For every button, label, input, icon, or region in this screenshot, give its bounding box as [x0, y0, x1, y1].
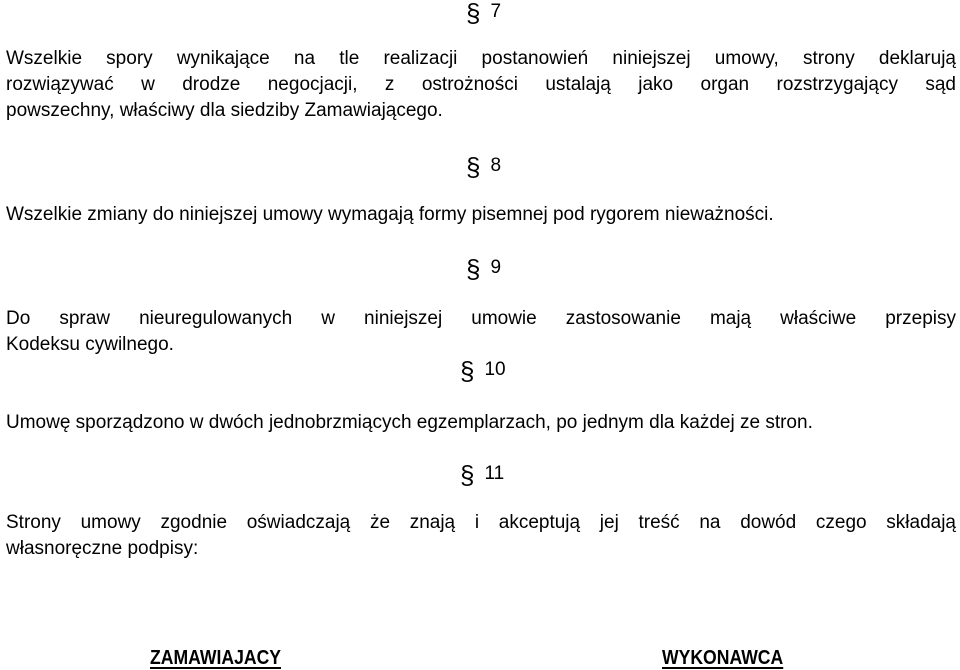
text-line: powszechny, właściwy dla siedziby Zamawiającego. [6, 100, 443, 121]
section-11-text [6, 510, 956, 562]
section-number: 11 [484, 463, 505, 484]
section-heading-8 [466, 152, 502, 182]
section-symbol: § [460, 460, 475, 490]
signature-label-right: WYKONAWCA [662, 647, 784, 669]
section-heading-7 [466, 0, 502, 28]
text-line: Umowę sporządzono w dwóch jednobrzmiących egzemplarzach, po jednym dla każdej ze stron. [6, 412, 813, 433]
section-number: 10 [484, 359, 506, 380]
text-line: Strony umowy zgodnie oświadczają że znają i akceptują jej treść na dowód czego składają [6, 512, 956, 533]
text-line: Kodeksu cywilnego. [6, 334, 174, 355]
section-number: 8 [490, 155, 502, 176]
text-line: rozwiązywać w drodze negocjacji, z ostrożności ustalają jako organ rozstrzygający sąd [6, 74, 956, 95]
section-heading-9 [466, 254, 502, 284]
section-symbol: § [460, 356, 475, 386]
signature-label-left: ZAMAWIAJACY [150, 647, 282, 669]
text-line: własnoręczne podpisy: [6, 538, 199, 559]
section-8-text [6, 202, 956, 228]
section-symbol: § [466, 152, 481, 182]
section-number: 7 [490, 1, 502, 22]
text-line: Do spraw nieuregulowanych w niniejszej umowie zastosowanie mają właściwe przepisy [6, 308, 956, 329]
section-number: 9 [490, 257, 502, 278]
section-symbol: § [466, 254, 481, 284]
section-9-text [6, 306, 956, 358]
text-line: Wszelkie spory wynikające na tle realizacji postanowień niniejszej umowy, strony deklarują [6, 48, 956, 69]
text-line: Wszelkie zmiany do niniejszej umowy wymagają formy pisemnej pod rygorem nieważności. [6, 204, 774, 225]
section-10-text [6, 410, 956, 436]
section-7-text [6, 46, 956, 124]
section-heading-11 [460, 460, 505, 490]
section-heading-10 [460, 356, 506, 386]
section-symbol: § [466, 0, 481, 28]
